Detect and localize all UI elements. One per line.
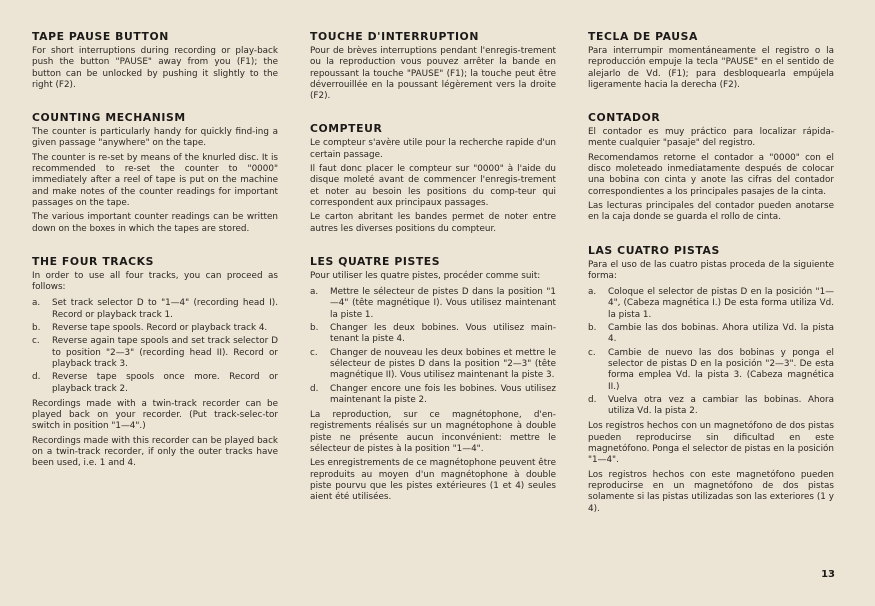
list-text: Coloque el selector de pistas D en la posición "1—4", (Cabeza magnética I.) De esta forma utiliza Vd. la pista 1. [608,287,834,320]
column-english [32,30,278,490]
list-letter: c. [588,347,596,358]
list-item [588,348,834,393]
paragraph: The counter is re-set by means of the knurled disc. It is recommended to re-set the counter to "0000" immediately after a reel of tape is put on the machine and make notes of the counter readings for important passages on the tape. [32,152,278,208]
list-item [32,336,278,370]
list-letter: b. [588,323,597,334]
paragraph: Las lecturas principales del contador pueden anotarse en la caja donde se guarda el rollo de cinta. [588,200,834,223]
steps-list [310,287,556,406]
section-heading: TAPE PAUSE BUTTON [32,30,169,43]
paragraph: In order to use all four tracks, you can proceed as follows: [32,270,278,293]
list-text: Changer les deux bobines. Vous utilisez main-tenant la piste 4. [330,323,556,345]
list-letter: a. [32,298,41,309]
column-french [310,30,556,524]
list-item [310,323,556,346]
paragraph: Para interrumpir momentáneamente el registro o la reproducción empuje la tecla "PAUSE" en el sentido de alejarlo de Vd. (F1); para desbloquearla empújela ligeramente hacia la derecha (F2). [588,46,834,90]
list-item [310,348,556,382]
list-text: Reverse again tape spools and set track selector D to position "2—3" (recording head II). Record or playback track 3. [52,336,278,369]
paragraph: Recordings made with this recorder can be played back on a twin-track recorder, if only the outer tracks have been used, i.e. 1 and 4. [32,435,278,469]
section-contador [588,111,834,223]
section-tape-pause [32,30,278,91]
section-four-tracks [32,255,278,470]
paragraph: The various important counter readings can be written down on the boxes in which the tapes are stored. [32,212,278,234]
list-text: Mettre le sélecteur de pistes D dans la position "1—4" (tête magnétique I). Vous utilisez maintenant la piste 1. [330,287,556,320]
list-letter: a. [588,287,597,298]
section-quatre-pistes [310,255,556,504]
list-text: Changer de nouveau les deux bobines et mettre le sélecteur de pistes D dans la position "2—3" (tête magnétique II). Vous utilisez maintenant la piste 3. [330,347,556,381]
list-letter: b. [32,323,41,334]
paragraph: Los registros hechos con un magnetófono de dos pistas pueden reproducirse sin dificultad en este magnetófono. Ponga el selector de pistas en la posición "1—4". [588,421,834,466]
list-item [32,372,278,395]
list-text: Reverse tape spools once more. Record or playback track 2. [52,372,278,394]
list-item [588,323,834,346]
list-item [588,287,834,321]
list-item [310,287,556,321]
paragraph: Il faut donc placer le compteur sur "0000" à l'aide du disque moleté avant de commencer l'enregis-trement et noter au besoin les positions du comp-teur qui correspondent aux principaux passages. [310,164,556,208]
paragraph: La reproduction, sur ce magnétophone, d'en-registrements réalisés sur un magnétophone à double piste ne présente aucun inconvénient: mettre le sélecteur de pistes à la position "1—4". [310,410,556,455]
list-text: Reverse tape spools. Record or playback track 4. [52,323,268,334]
list-letter: d. [310,383,319,394]
list-text: Changer encore une fois les bobines. Vous utilisez maintenant la piste 2. [330,383,556,405]
section-counting [32,111,278,235]
section-compteur [310,122,556,234]
section-touche-interruption [310,30,556,102]
paragraph: Le carton abritant les bandes permet de noter entre autres les diverses positions du compteur. [310,212,556,234]
column-spanish [588,30,834,535]
section-cuatro-pistas [588,244,834,515]
section-heading: THE FOUR TRACKS [32,254,155,268]
list-letter: c. [32,336,40,347]
paragraph: Recomendamos retorne el contador a "0000" con el disco moleteado inmediatamente después de colocar una bobina con cinta y anote las cifras del contador correspondientes a los principales pasajes de la cinta. [588,152,834,197]
paragraph: Recordings made with a twin-track recorder can be played back on your recorder. (Put track-selec-tor switch in position "1—4".) [32,398,278,432]
section-heading: LES QUATRE PISTES [310,254,441,268]
paragraph: Pour de brèves interruptions pendant l'enregis-trement ou la reproduction vous pouvez arrêter la bande en repoussant la touche "PAUSE" (F1); la touche peut être déverrouillée en la poussant légèrement vers la droite (F2). [310,46,556,102]
paragraph: Los registros hechos con este magnetófono pueden reproducirse en un magnetófono de dos pistas solamente si las pistas utilizadas son las exteriores (1 y 4). [588,469,834,514]
list-text: Cambie las dos bobinas. Ahora utiliza Vd. la pista 4. [608,323,834,345]
list-item [310,384,556,407]
section-heading: TOUCHE D'INTERRUPTION [310,30,479,43]
list-letter: d. [588,394,597,405]
list-text: Vuelva otra vez a cambiar las bobinas. Ahora utiliza Vd. la pista 2. [608,394,834,417]
paragraph: Para el uso de las cuatro pistas proceda de la siguiente forma: [588,259,834,281]
paragraph: Pour utiliser les quatre pistes, procéder comme suit: [310,270,541,281]
paragraph: Le compteur s'avère utile pour la recherche rapide d'un certain passage. [310,138,556,160]
paragraph: El contador es muy práctico para localizar rápida-mente cualquier "pasaje" del registro. [588,127,834,149]
paragraph: Les enregistrements de ce magnétophone peuvent être reproduits au moyen d'un magnétophone à double piste pourvu que les pistes extérieures (1 et 4) seules aient été utilisées. [310,458,556,503]
list-text: Cambie de nuevo las dos bobinas y ponga el selector de pistas D en la posición "2—3". De esta forma emplea Vd. la pista 3. (Cabeza magnética II.) [608,347,834,392]
section-heading: TECLA DE PAUSA [588,30,698,43]
steps-list [588,287,834,417]
list-letter: d. [32,372,41,383]
list-text: Set track selector D to "1—4" (recording head I). Record or playback track 1. [52,298,278,320]
paragraph: For short interruptions during recording or play-back push the button "PAUSE" away from you (F1); the button can be unlocked by pushing it slightly to the right (F2). [32,46,278,90]
section-heading: COUNTING MECHANISM [32,111,186,125]
section-tecla-pausa [588,30,834,91]
list-letter: b. [310,323,319,334]
page-number: 13 [821,569,835,580]
list-letter: a. [310,287,319,298]
paragraph: The counter is particularly handy for quickly find-ing a given passage "anywhere" on the tape. [32,127,278,149]
section-heading: COMPTEUR [310,122,383,136]
list-letter: c. [310,347,318,358]
section-heading: LAS CUATRO PISTAS [588,243,720,257]
section-heading: CONTADOR [588,111,661,125]
list-item [588,395,834,418]
list-item [32,298,278,321]
steps-list [32,298,278,394]
list-item [32,323,278,334]
